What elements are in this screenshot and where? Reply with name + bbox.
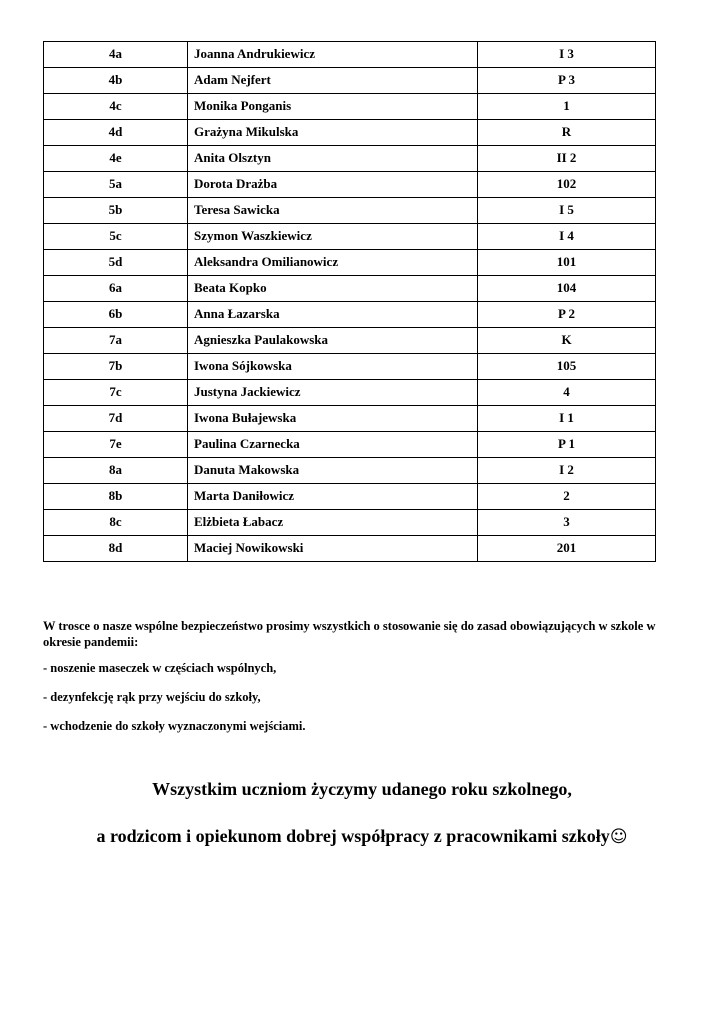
table-row xyxy=(44,406,656,432)
table-row xyxy=(44,94,656,120)
table-row xyxy=(44,302,656,328)
closing-line-1: Wszystkim uczniom życzymy udanego roku szkolnego, xyxy=(152,779,572,799)
room-cell: P 2 xyxy=(478,302,656,328)
room-cell: I 1 xyxy=(478,406,656,432)
table-row xyxy=(44,458,656,484)
table-row xyxy=(44,172,656,198)
smiley-icon: ☺ xyxy=(609,827,628,847)
room-cell: 105 xyxy=(478,354,656,380)
table-row xyxy=(44,432,656,458)
teacher-cell: Beata Kopko xyxy=(188,276,478,302)
teacher-cell: Aleksandra Omilianowicz xyxy=(188,250,478,276)
class-cell: 7d xyxy=(44,406,188,432)
room-cell: 201 xyxy=(478,536,656,562)
class-cell: 6b xyxy=(44,302,188,328)
notice-intro: W trosce o nasze wspólne bezpieczeństwo prosimy wszystkich o stosowanie się do zasad obowiązujących w szkole w okresie pandemii: xyxy=(43,619,656,649)
room-cell: I 2 xyxy=(478,458,656,484)
class-cell: 4e xyxy=(44,146,188,172)
class-cell: 8c xyxy=(44,510,188,536)
safety-notice xyxy=(43,618,693,747)
table-row xyxy=(44,328,656,354)
class-assignment-table xyxy=(43,41,656,562)
table-row xyxy=(44,224,656,250)
room-cell: R xyxy=(478,120,656,146)
class-cell: 5b xyxy=(44,198,188,224)
class-cell: 6a xyxy=(44,276,188,302)
class-cell: 8d xyxy=(44,536,188,562)
class-cell: 8b xyxy=(44,484,188,510)
table-row xyxy=(44,484,656,510)
class-cell: 5d xyxy=(44,250,188,276)
closing-wish-students xyxy=(0,779,724,800)
room-cell: I 4 xyxy=(478,224,656,250)
class-cell: 4d xyxy=(44,120,188,146)
room-cell: 104 xyxy=(478,276,656,302)
table-row xyxy=(44,510,656,536)
room-cell: 3 xyxy=(478,510,656,536)
room-cell: I 3 xyxy=(478,42,656,68)
teacher-cell: Agnieszka Paulakowska xyxy=(188,328,478,354)
teacher-cell: Marta Daniłowicz xyxy=(188,484,478,510)
teacher-cell: Elżbieta Łabacz xyxy=(188,510,478,536)
table-row xyxy=(44,536,656,562)
teacher-cell: Joanna Andrukiewicz xyxy=(188,42,478,68)
class-cell: 5c xyxy=(44,224,188,250)
teacher-cell: Maciej Nowikowski xyxy=(188,536,478,562)
room-cell: 1 xyxy=(478,94,656,120)
teacher-cell: Justyna Jackiewicz xyxy=(188,380,478,406)
teacher-cell: Teresa Sawicka xyxy=(188,198,478,224)
table-row xyxy=(44,354,656,380)
room-cell: P 3 xyxy=(478,68,656,94)
table-row xyxy=(44,120,656,146)
room-cell: 101 xyxy=(478,250,656,276)
class-cell: 7a xyxy=(44,328,188,354)
room-cell: K xyxy=(478,328,656,354)
teacher-cell: Iwona Bułajewska xyxy=(188,406,478,432)
table-row xyxy=(44,250,656,276)
teacher-cell: Paulina Czarnecka xyxy=(188,432,478,458)
teacher-cell: Iwona Sójkowska xyxy=(188,354,478,380)
class-cell: 5a xyxy=(44,172,188,198)
closing-wish-parents xyxy=(0,826,724,847)
class-cell: 7b xyxy=(44,354,188,380)
table-row xyxy=(44,68,656,94)
teacher-cell: Szymon Waszkiewicz xyxy=(188,224,478,250)
closing-line-2: a rodzicom i opiekunom dobrej współpracy z pracownikami szkoły xyxy=(96,826,610,846)
class-cell: 4a xyxy=(44,42,188,68)
class-cell: 7e xyxy=(44,432,188,458)
table-row xyxy=(44,198,656,224)
table-body xyxy=(44,42,656,562)
teacher-cell: Grażyna Mikulska xyxy=(188,120,478,146)
class-cell: 8a xyxy=(44,458,188,484)
teacher-cell: Anita Olsztyn xyxy=(188,146,478,172)
room-cell: I 5 xyxy=(478,198,656,224)
notice-rule-masks: - noszenie maseczek w częściach wspólnych, xyxy=(43,661,277,675)
class-cell: 4b xyxy=(44,68,188,94)
room-cell: 102 xyxy=(478,172,656,198)
room-cell: 4 xyxy=(478,380,656,406)
class-cell: 4c xyxy=(44,94,188,120)
room-cell: P 1 xyxy=(478,432,656,458)
teacher-cell: Adam Nejfert xyxy=(188,68,478,94)
notice-rule-disinfection: - dezynfekcję rąk przy wejściu do szkoły, xyxy=(43,690,261,704)
teacher-cell: Danuta Makowska xyxy=(188,458,478,484)
teacher-cell: Monika Ponganis xyxy=(188,94,478,120)
teacher-cell: Dorota Drażba xyxy=(188,172,478,198)
table-row xyxy=(44,276,656,302)
room-cell: II 2 xyxy=(478,146,656,172)
table-row xyxy=(44,42,656,68)
notice-rule-entrances: - wchodzenie do szkoły wyznaczonymi wejściami. xyxy=(43,719,306,733)
class-cell: 7c xyxy=(44,380,188,406)
room-cell: 2 xyxy=(478,484,656,510)
table-row xyxy=(44,146,656,172)
teacher-cell: Anna Łazarska xyxy=(188,302,478,328)
table-row xyxy=(44,380,656,406)
